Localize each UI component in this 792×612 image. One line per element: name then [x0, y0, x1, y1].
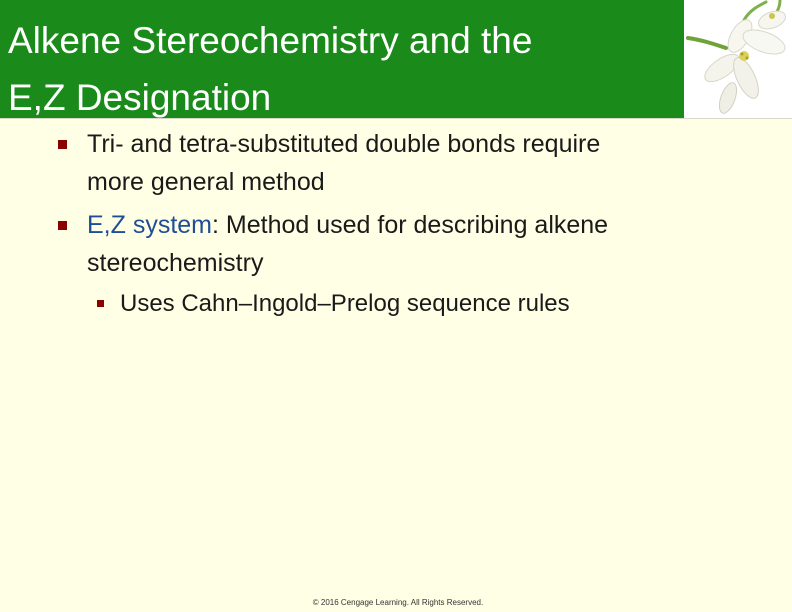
ez-system-term: E,Z system — [87, 211, 213, 239]
bullet-1-line-2: more general method — [87, 168, 325, 196]
bullet-2-line-2: stereochemistry — [87, 249, 264, 277]
title-band — [0, 0, 684, 118]
flower-photo — [684, 0, 792, 118]
bullet-2-line-1-rest: : Method used for describing alkene — [212, 211, 609, 239]
snowdrop-flower-icon — [684, 0, 792, 118]
bullet-2-line-1 — [87, 206, 608, 244]
slide-title-line-2: E,Z Designation — [8, 77, 272, 118]
slide-title-line-1: Alkene Stereochemistry and the — [8, 20, 533, 61]
bullet-marker-2 — [58, 221, 67, 230]
title-divider — [0, 118, 792, 119]
bullet-marker-1 — [58, 140, 67, 149]
sub-bullet-marker-1 — [97, 300, 104, 307]
copyright-notice: © 2016 Cengage Learning. All Rights Reserved. — [312, 598, 484, 607]
sub-bullet-1: Uses Cahn–Ingold–Prelog sequence rules — [120, 290, 570, 317]
bullet-1-line-1: Tri- and tetra-substituted double bonds require — [87, 130, 601, 158]
